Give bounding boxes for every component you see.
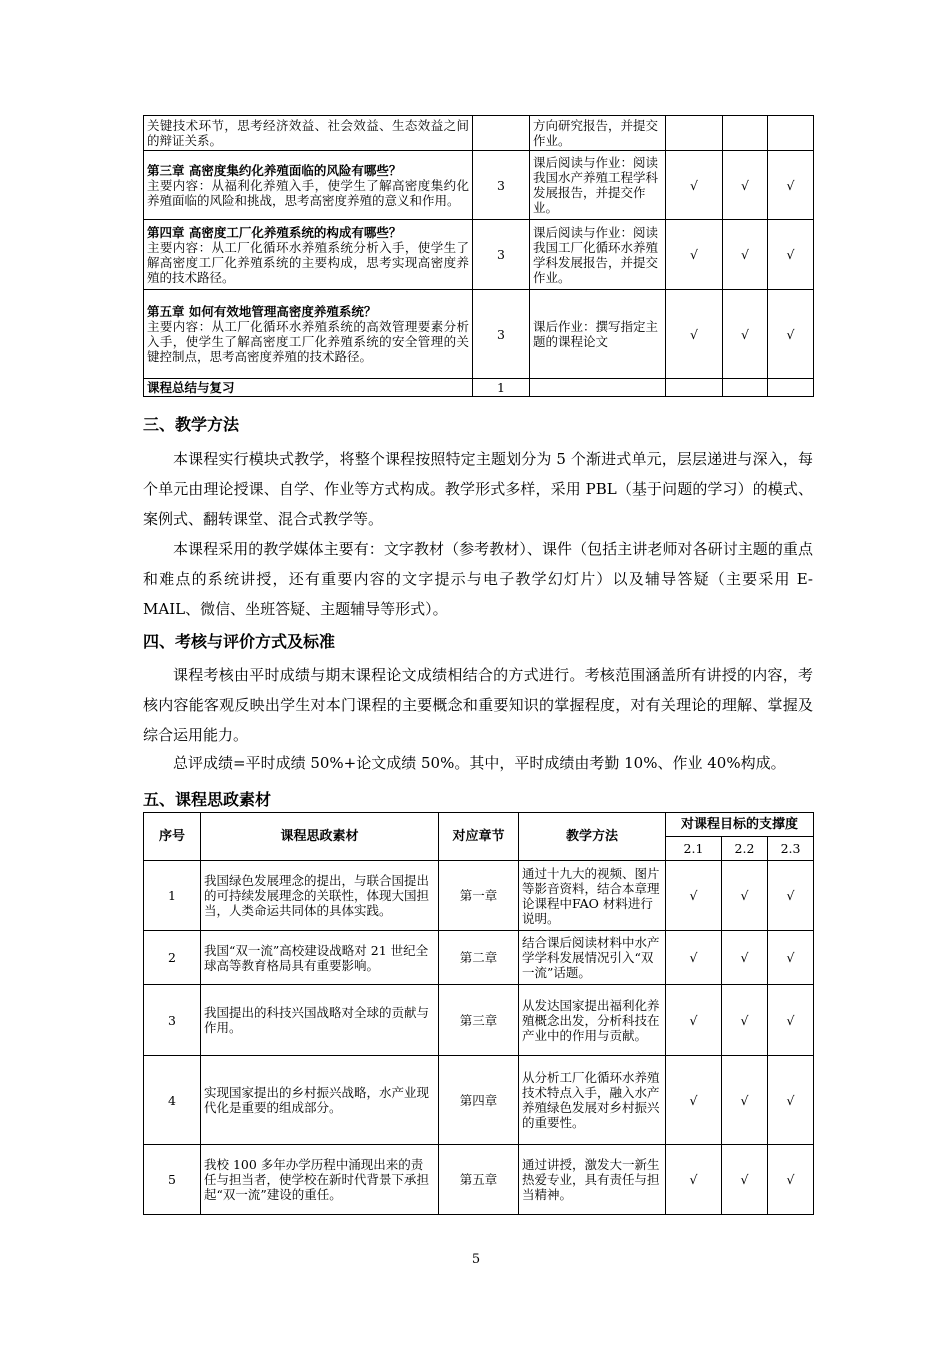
hours-cell: 3 <box>473 151 530 220</box>
check-cell: √ <box>722 931 768 985</box>
section-heading-assessment: 四、考核与评价方式及标准 <box>143 632 336 651</box>
material-cell: 我国“双一流”高校建设战略对 21 世纪全球高等教育格局具有重要影响。 <box>201 931 439 985</box>
check-cell: √ <box>722 985 768 1056</box>
table-row <box>144 151 814 220</box>
empty-cell <box>530 379 666 397</box>
method-cell: 通过讲授，激发大一新生热爱专业，具有责任与担当精神。 <box>519 1145 666 1215</box>
hours-cell <box>473 116 530 151</box>
method-cell: 从分析工厂化循环水养殖技术特点入手，融入水产养殖绿色发展对乡村振兴的重要性。 <box>519 1056 666 1145</box>
check-cell: √ <box>768 151 814 220</box>
chapter-title: 第五章 如何有效地管理高密度养殖系统？ <box>147 304 377 319</box>
method-cell: 课后阅读与作业：阅读我国水产养殖工程学科发展报告，并提交作业。 <box>530 151 666 220</box>
content-cell: 关键技术环节，思考经济效益、社会效益、生态效益之间的辩证关系。 <box>144 116 473 151</box>
row-number: 2 <box>144 931 201 985</box>
table-row <box>144 290 814 379</box>
course-content-table <box>143 115 814 397</box>
table-row <box>144 220 814 290</box>
chapter-cell: 第四章 <box>439 1056 519 1145</box>
method-cell: 课后阅读与作业：阅读我国工厂化循环水养殖学科发展报告，并提交作业。 <box>530 220 666 290</box>
material-cell: 实现国家提出的乡村振兴战略，水产业现代化是重要的组成部分。 <box>201 1056 439 1145</box>
header-goal-2-2: 2.2 <box>722 837 768 861</box>
method-cell: 课后作业：撰写指定主题的课程论文 <box>530 290 666 379</box>
header-no: 序号 <box>144 813 201 861</box>
header-method: 教学方法 <box>519 813 666 861</box>
header-chapter: 对应章节 <box>439 813 519 861</box>
check-cell: √ <box>723 290 768 379</box>
check-cell <box>768 116 814 151</box>
hours-cell: 3 <box>473 290 530 379</box>
check-cell: √ <box>722 1145 768 1215</box>
chapter-content: 主要内容：从福利化养殖入手，使学生了解高密度集约化养殖面临的风险和挑战，思考高密度养殖的意义和作用。 <box>147 177 469 208</box>
check-cell: √ <box>666 985 722 1056</box>
row-number: 3 <box>144 985 201 1056</box>
paragraph: 课程考核由平时成绩与期末课程论文成绩相结合的方式进行。考核范围涵盖所有讲授的内容，考核内容能客观反映出学生对本门课程的主要概念和重要知识的掌握程度，对有关理论的理解、掌握及综合运用能力。 <box>143 666 813 744</box>
paragraph: 本课程实行模块式教学，将整个课程按照特定主题划分为 5 个渐进式单元，层层递进与深入，每个单元由理论授课、自学、作业等方式构成。教学形式多样，采用 PBL（基于问题的学习）的模式、案例式、翻转课堂、混合式教学等。 <box>143 450 813 528</box>
paragraph: 总评成绩=平时成绩 50%+论文成绩 50%。其中，平时成绩由考勤 10%、作业 40%构成。 <box>173 754 786 772</box>
table-row <box>144 116 814 151</box>
check-cell: √ <box>722 861 768 931</box>
material-cell: 我校 100 多年办学历程中涌现出来的责任与担当者，使学校在新时代背景下承担起“双一流”建设的重任。 <box>201 1145 439 1215</box>
check-cell: √ <box>722 1056 768 1145</box>
chapter-title: 第四章 高密度工厂化养殖系统的构成有哪些？ <box>147 224 402 240</box>
chapter-cell: 第二章 <box>439 931 519 985</box>
check-cell: √ <box>666 1056 722 1145</box>
check-cell: √ <box>768 861 814 931</box>
section-heading-ideological-materials: 五、课程思政素材 <box>143 790 272 809</box>
check-cell: √ <box>768 985 814 1056</box>
chapter-title: 第三章 高密度集约化养殖面临的风险有哪些？ <box>147 162 402 178</box>
table-row <box>144 985 814 1056</box>
empty-cell <box>666 379 723 397</box>
check-cell: √ <box>768 931 814 985</box>
check-cell: √ <box>666 1145 722 1215</box>
summary-cell: 课程总结与复习 <box>144 379 473 397</box>
check-cell: √ <box>666 290 723 379</box>
header-goal-2-1: 2.1 <box>666 837 722 861</box>
chapter-cell: 第五章 <box>439 1145 519 1215</box>
chapter-cell: 第一章 <box>439 861 519 931</box>
chapter-cell: 第三章 <box>439 985 519 1056</box>
ideological-materials-table <box>143 812 814 1215</box>
check-cell: √ <box>723 220 768 290</box>
chapter-content: 主要内容：从工厂化循环水养殖系统的高效管理要素分析入手，使学生了解高密度工厂化养殖系统的安全管理的关键控制点，思考高密度养殖的技术路径。 <box>147 319 469 364</box>
row-number: 5 <box>144 1145 201 1215</box>
check-cell: √ <box>768 290 814 379</box>
chapter-cell <box>144 220 473 290</box>
chapter-cell <box>144 151 473 220</box>
header-goal-2-3: 2.3 <box>768 837 814 861</box>
check-cell: √ <box>666 151 723 220</box>
section-heading-teaching-methods: 三、教学方法 <box>143 415 240 434</box>
material-cell: 我国提出的科技兴国战略对全球的贡献与作用。 <box>201 985 439 1056</box>
row-number: 1 <box>144 861 201 931</box>
table-row <box>144 931 814 985</box>
page-number: 5 <box>471 1252 481 1267</box>
check-cell: √ <box>768 1145 814 1215</box>
header-material: 课程思政素材 <box>201 813 439 861</box>
header-support: 对课程目标的支撑度 <box>666 813 814 837</box>
method-cell: 结合课后阅读材料中水产学学科发展情况引入“双一流”话题。 <box>519 931 666 985</box>
check-cell <box>723 116 768 151</box>
table-row <box>144 1056 814 1145</box>
check-cell: √ <box>768 220 814 290</box>
chapter-content: 主要内容：从工厂化循环水养殖系统分析入手，使学生了解高密度工厂化养殖系统的主要构成，思考实现高密度养殖的技术路径。 <box>147 239 469 285</box>
check-cell: √ <box>666 220 723 290</box>
hours-cell: 3 <box>473 220 530 290</box>
table-row <box>144 379 814 397</box>
material-cell: 我国绿色发展理念的提出，与联合国提出的可持续发展理念的关联性，体现大国担当，人类命运共同体的具体实践。 <box>201 861 439 931</box>
table-row <box>144 861 814 931</box>
paragraph: 本课程采用的教学媒体主要有：文字教材（参考教材）、课件（包括主讲老师对各研讨主题的重点和难点的系统讲授，还有重要内容的文字提示与电子教学幻灯片）以及辅导答疑（主要采用 E-MAIL、微信、坐班答疑、主题辅导等形式）。 <box>143 540 813 618</box>
header-row <box>144 813 814 837</box>
empty-cell <box>768 379 814 397</box>
check-cell: √ <box>723 151 768 220</box>
method-cell: 通过十九大的视频、图片等影音资料，结合本章理论课程中FAO 材料进行说明。 <box>519 861 666 931</box>
check-cell: √ <box>768 1056 814 1145</box>
check-cell <box>666 116 723 151</box>
hours-cell: 1 <box>473 379 530 397</box>
check-cell: √ <box>666 861 722 931</box>
check-cell: √ <box>666 931 722 985</box>
row-number: 4 <box>144 1056 201 1145</box>
table-row <box>144 1145 814 1215</box>
method-cell: 方向研究报告，并提交作业。 <box>530 116 666 151</box>
method-cell: 从发达国家提出福利化养殖概念出发，分析科技在产业中的作用与贡献。 <box>519 985 666 1056</box>
empty-cell <box>723 379 768 397</box>
chapter-cell <box>144 290 473 379</box>
